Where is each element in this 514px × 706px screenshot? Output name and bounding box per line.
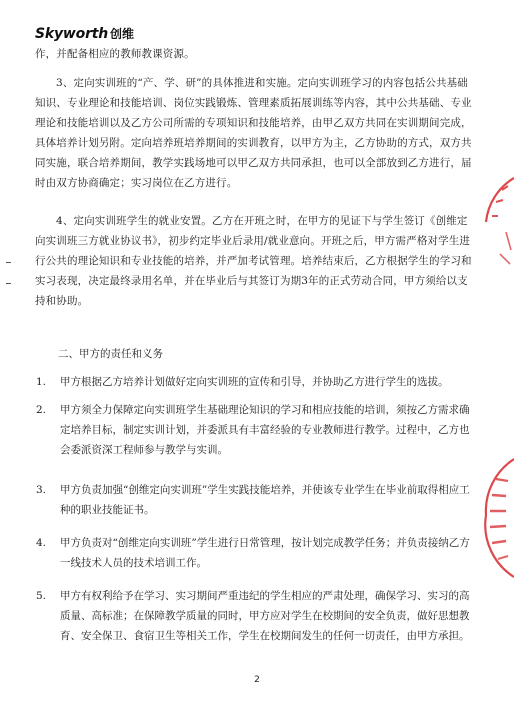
list-item-number: 5. xyxy=(36,590,47,602)
list-item-text: 甲方负责对“创维定向实训班”学生进行日常管理，按计划完成教学任务；并负责接纳乙方一线技术人员的技术培训工作。 xyxy=(60,537,470,569)
skyworth-logo xyxy=(35,25,134,42)
list-item xyxy=(36,533,472,573)
brand-cjk: 创维 xyxy=(110,27,135,41)
paragraph-clause-4: 4、定向实训班学生的就业安置。乙方在开班之时，在甲方的见证下与学生签订《创维定向实训班三方就业协议书》，初步约定毕业后录用/就业意向。开班之后，甲方需严格对学生进行公共的理论知识和专业技能的培养，并严加考试管理。培养结束后，乙方根据学生的学习和实习表现，决定最终录用名单，并在毕业后与其签订为期3年的正式劳动合同，甲方须给以支持和协助。 xyxy=(35,215,472,307)
list-item xyxy=(36,400,472,460)
list-item xyxy=(36,372,472,392)
list-item-text: 甲方负责加强“创维定向实训班”学生实践技能培养，并使该专业学生在毕业前取得相应工种的职业技能证书。 xyxy=(60,484,470,516)
list-item-number: 4. xyxy=(36,537,47,549)
scan-mark xyxy=(6,262,11,263)
page-number: 2 xyxy=(254,675,260,685)
list-item-text: 甲方须全力保障定向实训班学生基础理论知识的学习和相应技能的培训，须按乙方需求确定培养目标，制定实训计划，并委派具有丰富经验的专业教师进行教学。过程中，乙方也会委派资深工程师参与教学与实训。 xyxy=(60,404,470,456)
brand-latin: Skyworth xyxy=(35,26,109,42)
list-item-number: 3. xyxy=(36,484,47,496)
list-item-text: 甲方根据乙方培养计划做好定向实训班的宣传和引导，并协助乙方进行学生的选拔。 xyxy=(60,376,449,388)
seal-stamp-lower xyxy=(482,455,514,585)
list-item-text: 甲方有权利给予在学习、实习期间严重违纪的学生相应的严肃处理，确保学习、实习的高质量、高标准；在保障教学质量的同时，甲方应对学生在校期间的安全负责，做好思想教育、安全保卫、食宿卫生等相关工作，学生在校期间发生的任何一切责任，由甲方承担。 xyxy=(60,590,470,642)
list-item xyxy=(36,586,472,646)
list-item-number: 2. xyxy=(36,404,47,416)
paragraph-clause-3: 3、定向实训班的“产、学、研”的具体推进和实施。定向实训班学习的内容包括公共基础知识、专业理论和技能培训、岗位实践锻炼、管理素质拓展训练等内容，其中公共基础、专业理论和技能培训以及乙方公司所需的专项知识和技能培养，由甲乙双方共同在实训期间完成，具体培养计划另附。定向培养班培养期间的实训教育，以甲方为主，乙方协助的方式，双方共同实施，联合培养期间，教学实践场地可以甲乙双方共同承担，也可以全部放到乙方进行，届时由双方协商确定；实习岗位在乙方进行。 xyxy=(35,77,472,189)
list-item-number: 1. xyxy=(36,376,47,388)
section-heading: 二、甲方的责任和义务 xyxy=(58,348,163,360)
scan-mark xyxy=(6,283,11,284)
paragraph-continued: 作，并配备相应的教师教课资源。 xyxy=(35,48,195,60)
seal-stamp-upper xyxy=(480,170,514,290)
list-item xyxy=(36,480,472,520)
